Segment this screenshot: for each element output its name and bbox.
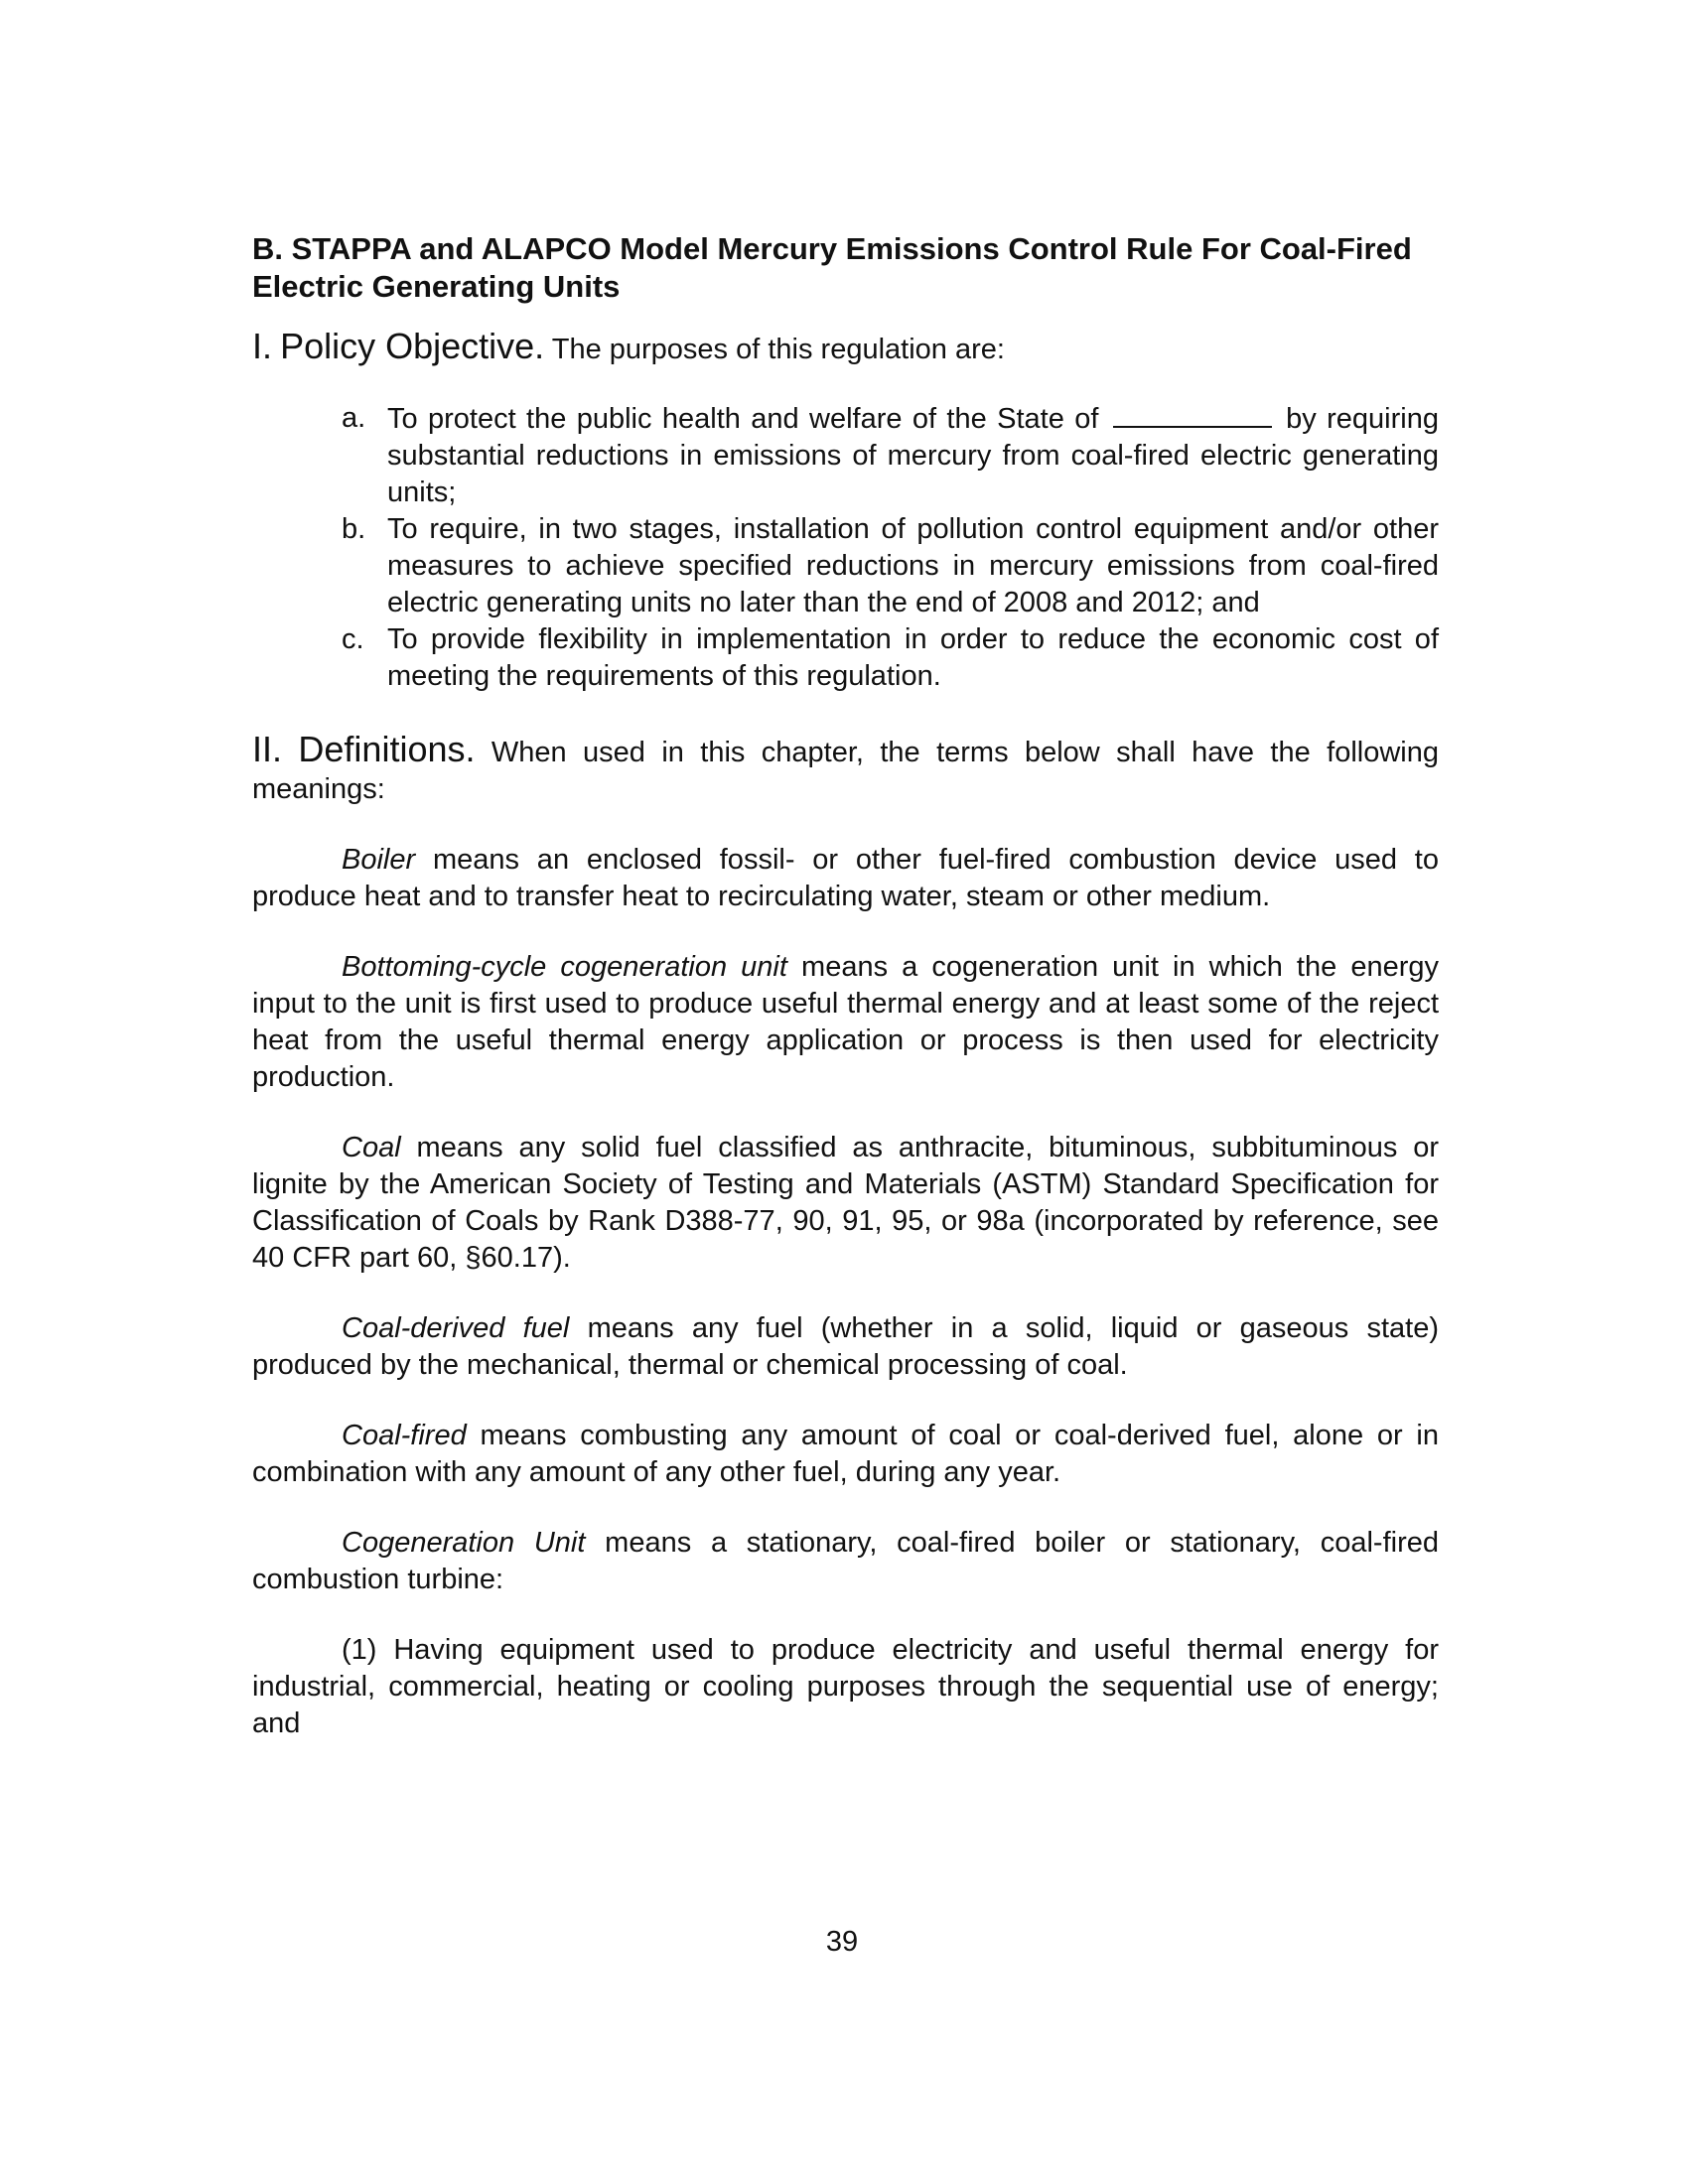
section-2-title: Definitions. xyxy=(298,729,476,769)
item-marker: c. xyxy=(342,623,364,655)
section-1-numeral: I. xyxy=(252,326,273,366)
page-number: 39 xyxy=(825,1926,859,1958)
purpose-item-c xyxy=(252,621,1439,695)
definition-coal-derived-fuel xyxy=(252,1310,1439,1384)
section-2-numeral: II. xyxy=(252,729,283,769)
document-title: B. STAPPA and ALAPCO Model Mercury Emissions Control Rule For Coal-Fired Electric Generating Units xyxy=(252,231,1412,304)
purposes-list xyxy=(252,400,1439,695)
item-text-before: To protect the public health and welfare of the State of xyxy=(387,403,1099,435)
definition-bottoming-cycle xyxy=(252,949,1439,1096)
purpose-item-b xyxy=(252,511,1439,621)
section-1-intro: The purposes of this regulation are: xyxy=(551,334,1005,365)
definition-term: Coal-fired xyxy=(342,1420,467,1451)
definition-boiler xyxy=(252,842,1439,915)
document-page xyxy=(252,230,1439,1742)
item-text: To provide flexibility in implementation in order to reduce the economic cost of meeting the requirements of this regulation. xyxy=(387,623,1439,692)
section-1-title: Policy Objective. xyxy=(280,326,545,366)
definition-term: Bottoming-cycle cogeneration unit xyxy=(342,951,787,983)
cogeneration-subclause-1: (1) Having equipment used to produce electricity and useful thermal energy for industrial, commercial, heating or cooling purposes through the sequential use of energy; and xyxy=(252,1634,1439,1739)
state-blank-line xyxy=(1113,400,1272,428)
definition-term: Coal xyxy=(342,1132,401,1163)
section-2-intro: When used in this chapter, the terms below shall have the following meanings: xyxy=(252,737,1439,805)
definition-term: Cogeneration Unit xyxy=(342,1527,586,1559)
item-marker: b. xyxy=(342,513,366,545)
definition-text: means any solid fuel classified as anthracite, bituminous, subbituminous or lignite by the American Society of Testing and Materials (ASTM) Standard Specification for Classification of Coals by Rank D388-77, 90, 91, 95, or 98a (incorporated by reference, see 40 CFR part 60, §60.17). xyxy=(252,1132,1439,1274)
section-1-heading xyxy=(252,328,1439,368)
definition-text: means a stationary, coal-fired boiler or stationary, coal-fired combustion turbine: xyxy=(252,1527,1439,1595)
item-marker: a. xyxy=(342,402,366,434)
definition-coal xyxy=(252,1130,1439,1277)
definition-text: means a cogeneration unit in which the energy input to the unit is first used to produce useful thermal energy and at least some of the reject heat from the useful thermal energy application or process is then used for electricity production. xyxy=(252,951,1439,1093)
section-2-heading xyxy=(252,731,1439,808)
definition-coal-fired xyxy=(252,1418,1439,1491)
item-text-after: by requiring substantial reductions in emissions of mercury from coal-fired electric generating units; xyxy=(387,403,1439,508)
definition-text: means combusting any amount of coal or coal-derived fuel, alone or in combination with any amount of any other fuel, during any year. xyxy=(252,1420,1439,1488)
definition-term: Boiler xyxy=(342,844,416,876)
definition-term: Coal-derived fuel xyxy=(342,1312,570,1344)
definition-cogeneration-unit xyxy=(252,1525,1439,1598)
definition-text: means an enclosed fossil- or other fuel-fired combustion device used to produce heat and to transfer heat to recirculating water, steam or other medium. xyxy=(252,844,1439,912)
definition-text: means any fuel (whether in a solid, liquid or gaseous state) produced by the mechanical, thermal or chemical processing of coal. xyxy=(252,1312,1439,1381)
item-text: To require, in two stages, installation of pollution control equipment and/or other measures to achieve specified reductions in mercury emissions from coal-fired electric generating units no later than the end of 2008 and 2012; and xyxy=(387,513,1439,618)
purpose-item-a xyxy=(252,400,1439,511)
